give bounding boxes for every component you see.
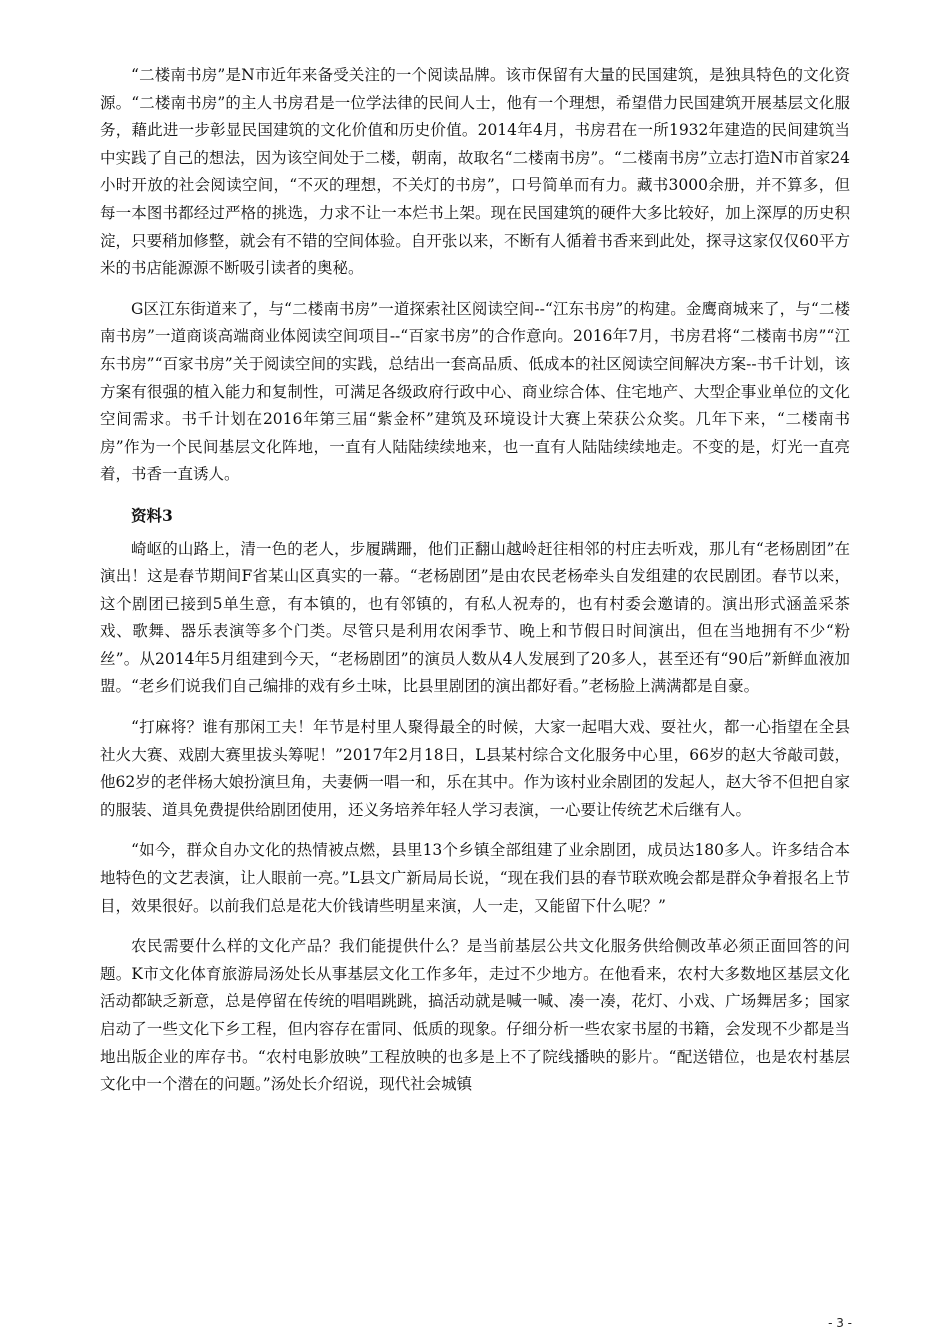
paragraph-erlou-nanshufang-intro: “二楼南书房”是N市近年来备受关注的一个阅读品牌。该市保留有大量的民国建筑，是独具特色的文化资源。“二楼南书房”的主人书房君是一位学法律的民间人士，他有一个理想，希望借力民国建筑开展基层文化服务，藉此进一步彰显民国建筑的文化价值和历史价值。2014年4月，书房君在一所1932年建造的民间建筑当中实践了自己的想法，因为该空间处于二楼，朝南，故取名“二楼南书房”。“二楼南书房”立志打造N市首家24小时开放的社会阅读空间，“不灭的理想，不关灯的书房”，口号简单而有力。藏书3000余册，并不算多，但每一本图书都经过严格的挑选，力求不让一本烂书上架。现在民国建筑的硬件大多比较好，加上深厚的历史积淀，只要稍加修整，就会有不错的空间体验。自开张以来，不断有人循着书香来到此处，探寻这家仅仅60平方米的书店能源源不断吸引读者的奥秘。 xyxy=(100,66,850,278)
paragraph-supply-side-reform: 农民需要什么样的文化产品？我们能提供什么？是当前基层公共文化服务供给侧改革必须正面回答的问题。K市文化体育旅游局汤处长从事基层文化工作多年，走过不少地方。在他看来，农村大多数地区基层文化活动都缺乏新意，总是停留在传统的唱唱跳跳，搞活动就是喊一喊、凑一凑，花灯、小戏、广场舞居多；国家启动了一些文化下乡工程，但内容存在雷同、低质的现象。仔细分析一些农家书屋的书籍，会发现不少都是当地出版企业的库存书。“农村电影放映”工程放映的也多是上不了院线播映的影片。“配送错位，也是农村基层文化中一个潜在的问题。”汤处长介绍说，现代社会城镇 xyxy=(100,937,850,1094)
paragraph-shuqian-plan: G区江东街道来了，与“二楼南书房”一道探索社区阅读空间--“江东书房”的构建。金鹰商城来了，与“二楼南书房”一道商谈高端商业体阅读空间项目--“百家书房”的合作意向。2016年7月，书房君将“二楼南书房”“江东书房”“百家书房”关于阅读空间的实践，总结出一套高品质、低成本的社区阅读空间解决方案--书千计划，该方案有很强的植入能力和复制性，可满足各级政府行政中心、商业综合体、住宅地产、大型企事业单位的文化空间需求。书千计划在2016年第三届“紫金杯”建筑及环境设计大赛上荣获公众奖。几年下来，“二楼南书房”作为一个民间基层文化阵地，一直有人陆陆续续地来，也一直有人陆陆续续地走。不变的是，灯光一直亮着，书香一直诱人。 xyxy=(100,299,850,484)
page-number: - 3 - xyxy=(828,1316,852,1330)
paragraph-zhao-daye: “打麻将？谁有那闲工夫！年节是村里人聚得最全的时候，大家一起唱大戏、耍社火，都一心指望在全县社火大赛、戏剧大赛里拔头筹呢！”2017年2月18日，L县某村综合文化服务中心里，66岁的赵大爷敲司鼓，他62岁的老伴杨大娘扮演旦角，夫妻俩一唱一和，乐在其中。作为该村业余剧团的发起人，赵大爷不但把自家的服装、道具免费提供给剧团使用，还义务培养年轻人学习表演，一心要让传统艺术后继有人。 xyxy=(100,718,850,819)
document-body xyxy=(100,62,850,1112)
section-heading: 资料3 xyxy=(131,505,173,525)
paragraph-county-director-quote: “如今，群众自办文化的热情被点燃，县里13个乡镇全部组建了业余剧团，成员达180多人。许多结合本地特色的文艺表演，让人眼前一亮。”L县文广新局局长说，“现在我们县的春节联欢晚会都是群众争着报名上节目，效果很好。以前我们总是花大价钱请些明星来演，人一走，又能留下什么呢？” xyxy=(100,841,850,915)
paragraph-laoyang-troupe: 崎岖的山路上，清一色的老人，步履蹒跚，他们正翻山越岭赶往相邻的村庄去听戏，那儿有“老杨剧团”在演出！这是春节期间F省某山区真实的一幕。“老杨剧团”是由农民老杨牵头自发组建的农民剧团。春节以来，这个剧团已接到5单生意，有本镇的，也有邻镇的，有私人祝寿的，也有村委会邀请的。演出形式涵盖采茶戏、歌舞、器乐表演等多个门类。尽管只是利用农闲季节、晚上和节假日时间演出，但在当地拥有不少“粉丝”。从2014年5月组建到今天，“老杨剧团”的演员人数从4人发展到了20多人，甚至还有“90后”新鲜血液加盟。“老乡们说我们自己编排的戏有乡土味，比县里剧团的演出都好看。”老杨脸上满满都是自豪。 xyxy=(100,539,850,696)
